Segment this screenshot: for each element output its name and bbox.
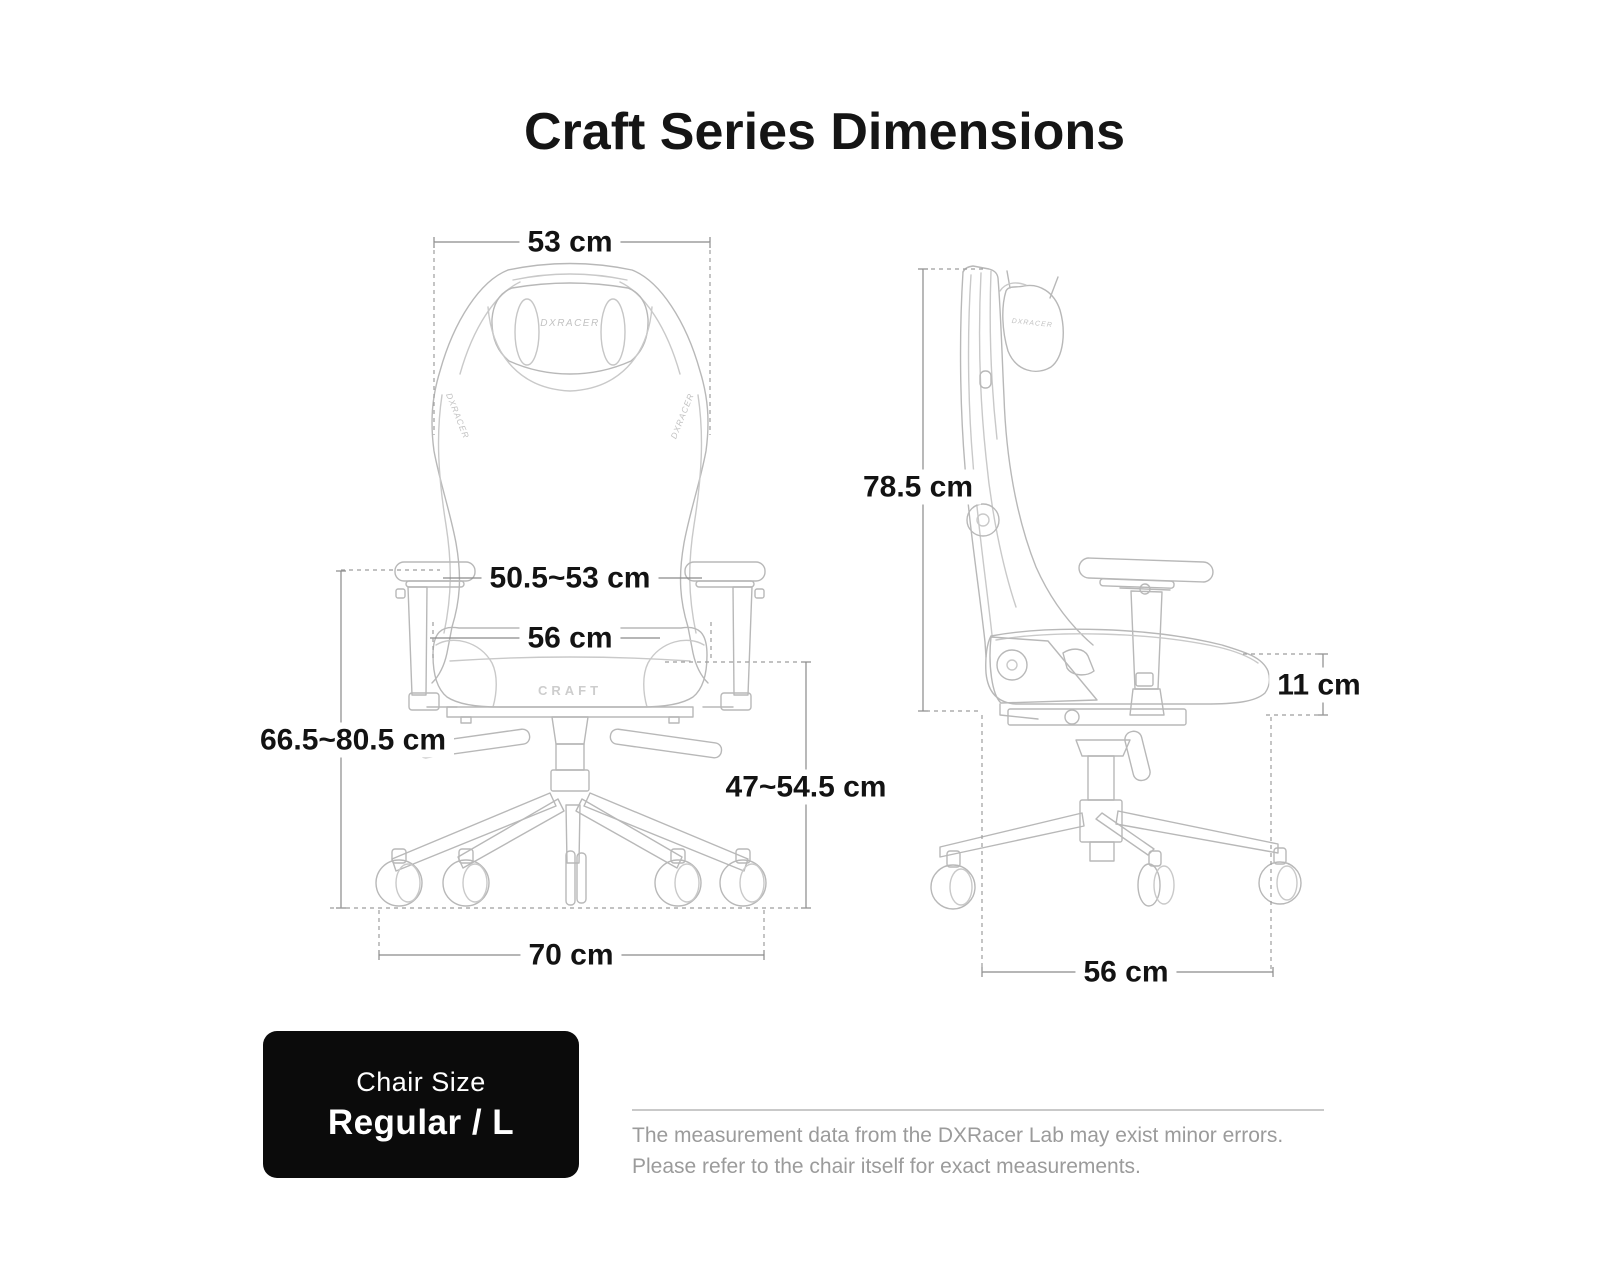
- side-headrest-logo: DXRACER: [1011, 317, 1054, 330]
- front-left-wing-logo: DXRACER: [444, 391, 472, 441]
- front-right-wing-logo: DXRACER: [668, 391, 696, 441]
- backrest-width-label: 53 cm: [519, 225, 620, 260]
- footnote-line-1: The measurement data from the DXRacer Lab may exist minor errors.: [632, 1124, 1284, 1147]
- base-depth-label: 56 cm: [1075, 955, 1176, 990]
- seat-thickness-label: 11 cm: [1269, 668, 1368, 703]
- chair-size-card-label: Chair Size: [356, 1066, 486, 1097]
- seat-height-label: 47~54.5 cm: [718, 770, 895, 805]
- overall-height-label: 66.5~80.5 cm: [252, 723, 454, 758]
- backrest-height-label: 78.5 cm: [855, 470, 981, 505]
- footnote: [632, 1120, 1283, 1182]
- footnote-divider: [632, 1109, 1324, 1111]
- chair-size-card-value: Regular / L: [327, 1102, 515, 1142]
- front-seat-logo: CRAFT: [537, 683, 603, 698]
- side-view-drawing: [850, 195, 1350, 985]
- seat-width-label: 56 cm: [519, 621, 620, 656]
- base-width-label: 70 cm: [520, 938, 621, 973]
- front-headrest-logo: DXRACER: [540, 318, 600, 329]
- footnote-line-2: Please refer to the chair itself for exact measurements.: [632, 1155, 1141, 1178]
- side-chair-line-art: [931, 266, 1301, 909]
- armrest-span-label: 50.5~53 cm: [482, 561, 659, 596]
- page-title: Craft Series Dimensions: [524, 103, 1126, 161]
- chair-size-card: [263, 1031, 579, 1178]
